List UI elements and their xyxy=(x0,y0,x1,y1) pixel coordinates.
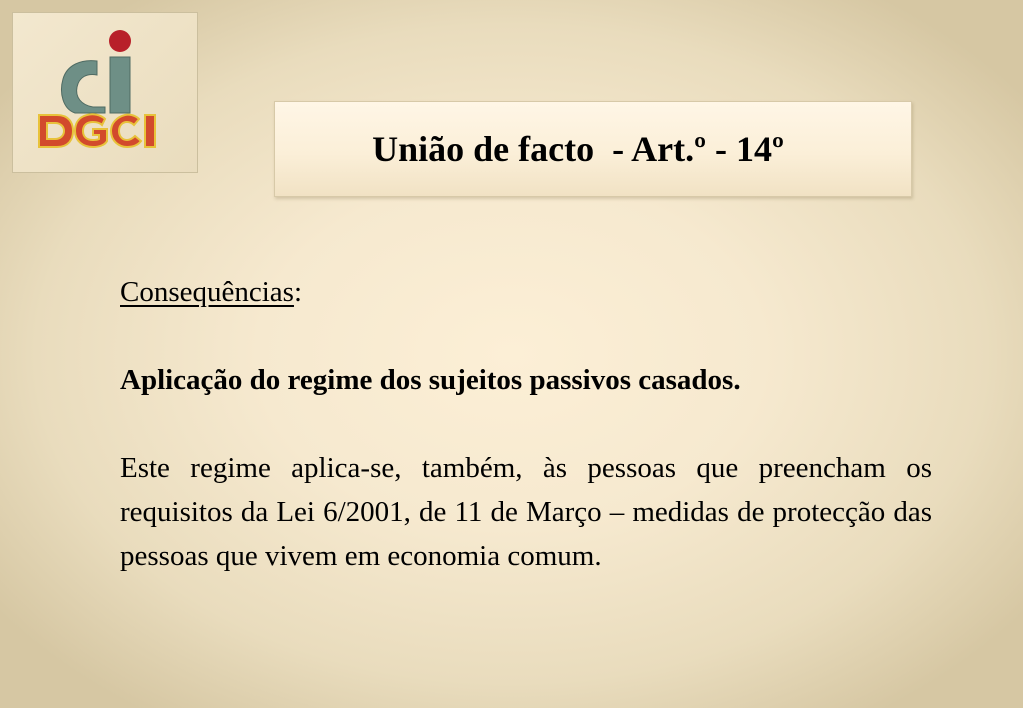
slide-title: União de facto - Art.º - 14º xyxy=(372,129,784,169)
section-heading xyxy=(120,270,932,314)
logo-i-shape xyxy=(110,57,130,113)
dgci-logo-icon xyxy=(13,13,199,174)
subheading: Aplicação do regime dos sujeitos passivos casados. xyxy=(120,364,741,396)
heading-colon: : xyxy=(293,276,303,308)
dgci-logo xyxy=(12,12,198,173)
body-paragraph: Este regime aplica-se, também, às pessoas que preencham os requisitos da Lei 6/2001, de 11 de Março – medidas de protecção das pessoas que vivem em economia comum. xyxy=(120,452,932,572)
heading-text: Consequências xyxy=(120,276,294,308)
logo-dot xyxy=(109,30,131,52)
title-box xyxy=(274,101,912,197)
logo-letters xyxy=(39,114,155,147)
slide-content xyxy=(120,270,932,578)
logo-c-shape xyxy=(62,61,106,113)
